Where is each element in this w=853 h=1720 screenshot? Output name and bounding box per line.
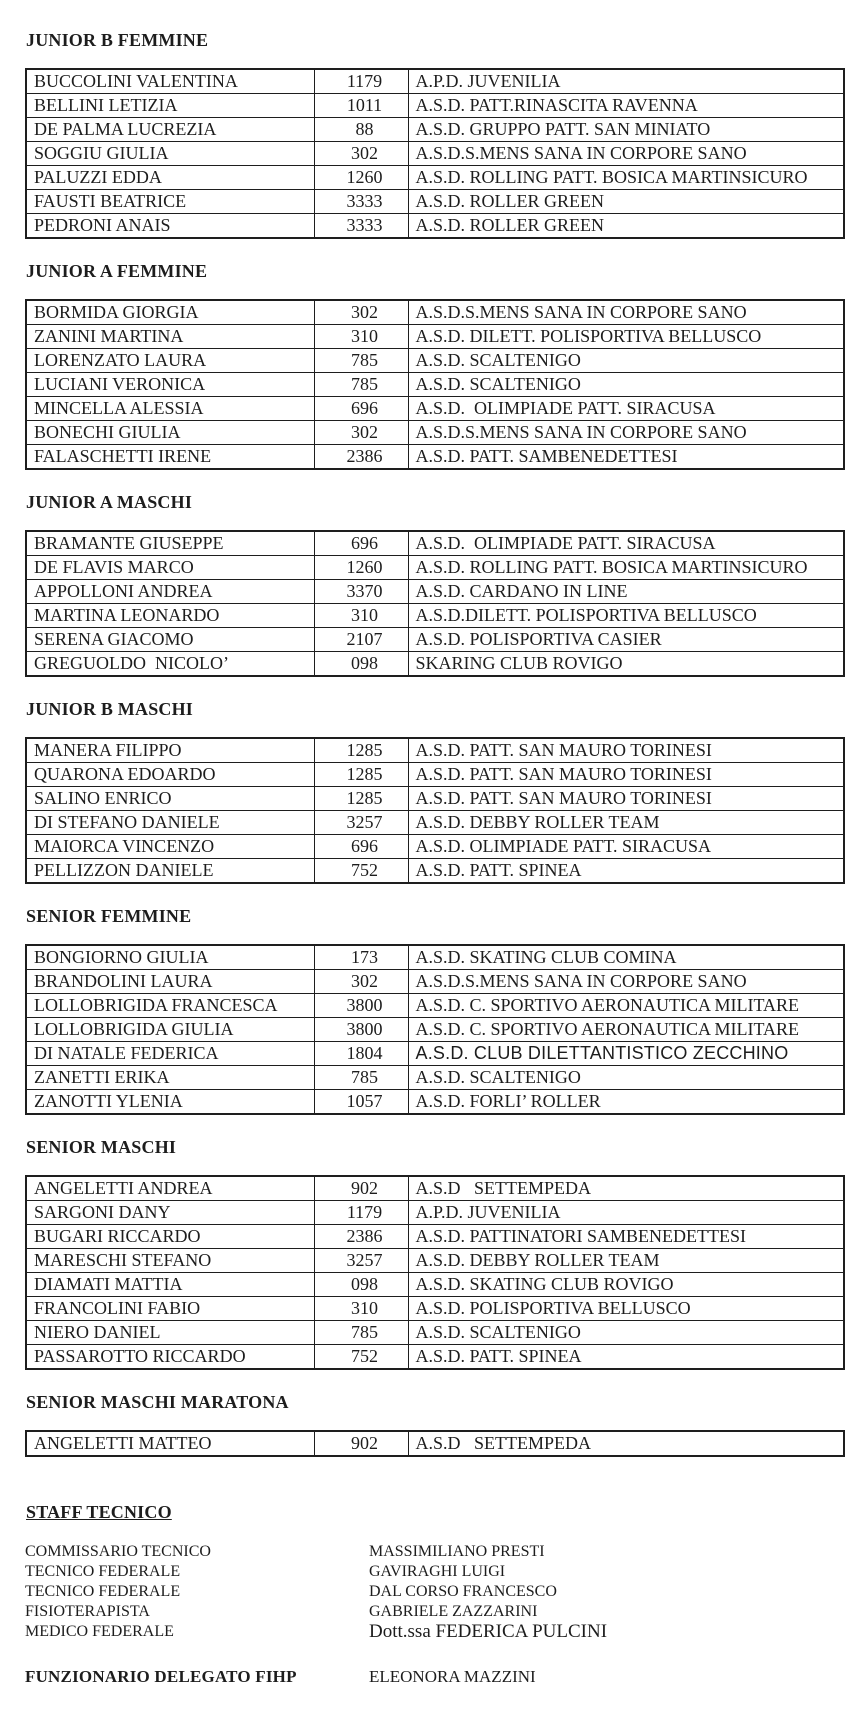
table-row xyxy=(26,214,844,239)
table-row xyxy=(26,118,844,142)
club-code-cell: 696 xyxy=(314,835,408,859)
athlete-name-cell: BORMIDA GIORGIA xyxy=(26,300,314,325)
athlete-name-cell: GREGUOLDO NICOLO’ xyxy=(26,652,314,677)
staff-role: FISIOTERAPISTA xyxy=(25,1603,150,1620)
category-section xyxy=(25,30,843,239)
roster-table xyxy=(25,1175,845,1370)
table-row xyxy=(26,1066,844,1090)
club-code-cell: 1011 xyxy=(314,94,408,118)
table-row xyxy=(26,859,844,884)
club-code-cell: 1057 xyxy=(314,1090,408,1115)
athlete-name-cell: MARESCHI STEFANO xyxy=(26,1249,314,1273)
athlete-name-cell: ANGELETTI MATTEO xyxy=(26,1431,314,1456)
table-row xyxy=(26,69,844,94)
delegate-row xyxy=(25,1667,843,1687)
athlete-name-cell: BONECHI GIULIA xyxy=(26,421,314,445)
table-row xyxy=(26,94,844,118)
club-code-cell: 310 xyxy=(314,604,408,628)
club-code-cell: 3800 xyxy=(314,1018,408,1042)
table-row xyxy=(26,1249,844,1273)
club-name-cell: A.S.D. ROLLER GREEN xyxy=(408,214,844,239)
club-name-cell: A.S.D. POLISPORTIVA CASIER xyxy=(408,628,844,652)
athlete-name-cell: FRANCOLINI FABIO xyxy=(26,1297,314,1321)
delegate-person: ELEONORA MAZZINI xyxy=(369,1667,536,1686)
club-name-cell: A.S.D.S.MENS SANA IN CORPORE SANO xyxy=(408,300,844,325)
club-code-cell: 1285 xyxy=(314,787,408,811)
table-row xyxy=(26,787,844,811)
category-section xyxy=(25,492,843,677)
club-name-cell: A.S.D. PATT. SAMBENEDETTESI xyxy=(408,445,844,470)
club-code-cell: 302 xyxy=(314,300,408,325)
table-row xyxy=(26,190,844,214)
roster-body xyxy=(26,945,844,1114)
athlete-name-cell: MAIORCA VINCENZO xyxy=(26,835,314,859)
athlete-name-cell: PASSAROTTO RICCARDO xyxy=(26,1345,314,1370)
section-title: SENIOR FEMMINE xyxy=(26,906,192,926)
athlete-name-cell: SOGGIU GIULIA xyxy=(26,142,314,166)
club-code-cell: 1179 xyxy=(314,1201,408,1225)
club-code-cell: 1285 xyxy=(314,763,408,787)
category-section xyxy=(25,1137,843,1370)
roster-body xyxy=(26,69,844,238)
club-name-cell: A.S.D.DILETT. POLISPORTIVA BELLUSCO xyxy=(408,604,844,628)
club-name-cell: A.S.D SETTEMPEDA xyxy=(408,1431,844,1456)
club-code-cell: 2386 xyxy=(314,445,408,470)
athlete-name-cell: ZANINI MARTINA xyxy=(26,325,314,349)
club-name-cell: A.S.D. OLIMPIADE PATT. SIRACUSA xyxy=(408,531,844,556)
athlete-name-cell: QUARONA EDOARDO xyxy=(26,763,314,787)
club-name-cell: A.S.D. ROLLING PATT. BOSICA MARTINSICURO xyxy=(408,166,844,190)
section-title: SENIOR MASCHI MARATONA xyxy=(26,1392,289,1412)
roster-body xyxy=(26,300,844,469)
table-row xyxy=(26,166,844,190)
roster-table xyxy=(25,68,845,239)
section-title: SENIOR MASCHI xyxy=(26,1137,177,1157)
club-code-cell: 173 xyxy=(314,945,408,970)
club-name-cell: A.S.D. ROLLER GREEN xyxy=(408,190,844,214)
athlete-name-cell: NIERO DANIEL xyxy=(26,1321,314,1345)
roster-body xyxy=(26,1431,844,1456)
athlete-name-cell: DI STEFANO DANIELE xyxy=(26,811,314,835)
club-name-cell: A.S.D. PATT.RINASCITA RAVENNA xyxy=(408,94,844,118)
table-row xyxy=(26,738,844,763)
staff-section xyxy=(25,1502,843,1687)
table-row xyxy=(26,1042,844,1066)
section-title: JUNIOR B MASCHI xyxy=(26,699,194,719)
table-row xyxy=(26,580,844,604)
table-row xyxy=(26,628,844,652)
athlete-name-cell: PALUZZI EDDA xyxy=(26,166,314,190)
athlete-name-cell: PEDRONI ANAIS xyxy=(26,214,314,239)
staff-role: TECNICO FEDERALE xyxy=(25,1563,181,1580)
athlete-name-cell: PELLIZZON DANIELE xyxy=(26,859,314,884)
table-row xyxy=(26,142,844,166)
category-sections xyxy=(25,30,843,1457)
athlete-name-cell: LORENZATO LAURA xyxy=(26,349,314,373)
table-row xyxy=(26,1176,844,1201)
athlete-name-cell: BELLINI LETIZIA xyxy=(26,94,314,118)
club-name-cell: A.S.D SETTEMPEDA xyxy=(408,1176,844,1201)
roster-body xyxy=(26,531,844,676)
category-section xyxy=(25,1392,843,1457)
club-code-cell: 1804 xyxy=(314,1042,408,1066)
athlete-name-cell: BUCCOLINI VALENTINA xyxy=(26,69,314,94)
category-section xyxy=(25,699,843,884)
athlete-name-cell: DE PALMA LUCREZIA xyxy=(26,118,314,142)
club-code-cell: 1179 xyxy=(314,69,408,94)
table-row xyxy=(26,604,844,628)
table-row xyxy=(26,556,844,580)
club-name-cell: A.S.D. CLUB DILETTANTISTICO ZECCHINO xyxy=(408,1042,844,1066)
club-code-cell: 3333 xyxy=(314,214,408,239)
table-row xyxy=(26,349,844,373)
club-code-cell: 302 xyxy=(314,142,408,166)
club-code-cell: 696 xyxy=(314,531,408,556)
club-code-cell: 902 xyxy=(314,1431,408,1456)
staff-row xyxy=(25,1602,843,1622)
club-name-cell: A.S.D. OLIMPIADE PATT. SIRACUSA xyxy=(408,397,844,421)
athlete-name-cell: ZANOTTI YLENIA xyxy=(26,1090,314,1115)
table-row xyxy=(26,1090,844,1115)
roster-table xyxy=(25,1430,845,1457)
table-row xyxy=(26,1018,844,1042)
athlete-name-cell: MANERA FILIPPO xyxy=(26,738,314,763)
staff-role: TECNICO FEDERALE xyxy=(25,1583,181,1600)
club-code-cell: 752 xyxy=(314,1345,408,1370)
club-code-cell: 752 xyxy=(314,859,408,884)
club-name-cell: A.S.D.S.MENS SANA IN CORPORE SANO xyxy=(408,421,844,445)
table-row xyxy=(26,1225,844,1249)
staff-role: MEDICO FEDERALE xyxy=(25,1623,174,1640)
staff-role: COMMISSARIO TECNICO xyxy=(25,1543,211,1560)
table-row xyxy=(26,1201,844,1225)
club-code-cell: 1260 xyxy=(314,166,408,190)
section-title: JUNIOR B FEMMINE xyxy=(26,30,209,50)
club-code-cell: 302 xyxy=(314,421,408,445)
athlete-name-cell: LUCIANI VERONICA xyxy=(26,373,314,397)
club-name-cell: A.S.D. SCALTENIGO xyxy=(408,349,844,373)
athlete-name-cell: BUGARI RICCARDO xyxy=(26,1225,314,1249)
club-name-cell: A.S.D. PATT. SAN MAURO TORINESI xyxy=(408,738,844,763)
club-name-cell: A.S.D. SCALTENIGO xyxy=(408,1321,844,1345)
club-code-cell: 302 xyxy=(314,970,408,994)
table-row xyxy=(26,373,844,397)
roster-table xyxy=(25,299,845,470)
athlete-name-cell: FAUSTI BEATRICE xyxy=(26,190,314,214)
club-name-cell: A.S.D. PATT. SPINEA xyxy=(408,1345,844,1370)
athlete-name-cell: LOLLOBRIGIDA GIULIA xyxy=(26,1018,314,1042)
category-section xyxy=(25,261,843,470)
club-name-cell: A.S.D. C. SPORTIVO AERONAUTICA MILITARE xyxy=(408,994,844,1018)
staff-person: Dott.ssa FEDERICA PULCINI xyxy=(369,1621,608,1642)
club-code-cell: 3800 xyxy=(314,994,408,1018)
club-code-cell: 902 xyxy=(314,1176,408,1201)
club-name-cell: A.S.D. SKATING CLUB ROVIGO xyxy=(408,1273,844,1297)
athlete-name-cell: ANGELETTI ANDREA xyxy=(26,1176,314,1201)
club-code-cell: 3257 xyxy=(314,1249,408,1273)
club-name-cell: A.S.D. DEBBY ROLLER TEAM xyxy=(408,1249,844,1273)
athlete-name-cell: LOLLOBRIGIDA FRANCESCA xyxy=(26,994,314,1018)
staff-person: MASSIMILIANO PRESTI xyxy=(369,1543,545,1560)
roster-table xyxy=(25,530,845,677)
athlete-name-cell: ZANETTI ERIKA xyxy=(26,1066,314,1090)
table-row xyxy=(26,970,844,994)
athlete-name-cell: DIAMATI MATTIA xyxy=(26,1273,314,1297)
table-row xyxy=(26,1297,844,1321)
delegate-role: FUNZIONARIO DELEGATO FIHP xyxy=(25,1667,297,1686)
club-name-cell: A.S.D. PATT. SAN MAURO TORINESI xyxy=(408,763,844,787)
section-title: JUNIOR A MASCHI xyxy=(26,492,193,512)
staff-row xyxy=(25,1622,843,1642)
club-code-cell: 098 xyxy=(314,1273,408,1297)
table-row xyxy=(26,1431,844,1456)
club-name-cell: A.P.D. JUVENILIA xyxy=(408,69,844,94)
table-row xyxy=(26,652,844,677)
section-title: JUNIOR A FEMMINE xyxy=(26,261,208,281)
table-row xyxy=(26,397,844,421)
athlete-name-cell: MARTINA LEONARDO xyxy=(26,604,314,628)
club-name-cell: A.S.D. C. SPORTIVO AERONAUTICA MILITARE xyxy=(408,1018,844,1042)
club-code-cell: 310 xyxy=(314,1297,408,1321)
athlete-name-cell: DI NATALE FEDERICA xyxy=(26,1042,314,1066)
club-name-cell: A.S.D. PATT. SPINEA xyxy=(408,859,844,884)
athlete-name-cell: BRAMANTE GIUSEPPE xyxy=(26,531,314,556)
staff-row xyxy=(25,1562,843,1582)
club-name-cell: A.S.D. SKATING CLUB COMINA xyxy=(408,945,844,970)
athlete-name-cell: BONGIORNO GIULIA xyxy=(26,945,314,970)
club-code-cell: 1260 xyxy=(314,556,408,580)
club-code-cell: 696 xyxy=(314,397,408,421)
club-name-cell: A.S.D. DILETT. POLISPORTIVA BELLUSCO xyxy=(408,325,844,349)
club-name-cell: A.S.D.S.MENS SANA IN CORPORE SANO xyxy=(408,142,844,166)
club-code-cell: 310 xyxy=(314,325,408,349)
table-row xyxy=(26,1273,844,1297)
club-code-cell: 3333 xyxy=(314,190,408,214)
club-name-cell: A.P.D. JUVENILIA xyxy=(408,1201,844,1225)
table-row xyxy=(26,994,844,1018)
club-code-cell: 785 xyxy=(314,349,408,373)
athlete-name-cell: BRANDOLINI LAURA xyxy=(26,970,314,994)
club-name-cell: A.S.D. PATTINATORI SAMBENEDETTESI xyxy=(408,1225,844,1249)
club-code-cell: 785 xyxy=(314,373,408,397)
athlete-name-cell: FALASCHETTI IRENE xyxy=(26,445,314,470)
athlete-name-cell: SERENA GIACOMO xyxy=(26,628,314,652)
staff-row xyxy=(25,1542,843,1562)
club-code-cell: 2107 xyxy=(314,628,408,652)
staff-person: GABRIELE ZAZZARINI xyxy=(369,1603,538,1620)
staff-list xyxy=(25,1542,843,1642)
table-row xyxy=(26,763,844,787)
athlete-name-cell: SALINO ENRICO xyxy=(26,787,314,811)
club-code-cell: 1285 xyxy=(314,738,408,763)
category-section xyxy=(25,906,843,1115)
club-name-cell: A.S.D. CARDANO IN LINE xyxy=(408,580,844,604)
roster-body xyxy=(26,1176,844,1369)
club-name-cell: A.S.D. SCALTENIGO xyxy=(408,1066,844,1090)
club-code-cell: 3370 xyxy=(314,580,408,604)
athlete-name-cell: SARGONI DANY xyxy=(26,1201,314,1225)
table-row xyxy=(26,945,844,970)
table-row xyxy=(26,531,844,556)
staff-title: STAFF TECNICO xyxy=(26,1502,172,1522)
club-code-cell: 88 xyxy=(314,118,408,142)
athlete-name-cell: DE FLAVIS MARCO xyxy=(26,556,314,580)
club-name-cell: A.S.D. PATT. SAN MAURO TORINESI xyxy=(408,787,844,811)
table-row xyxy=(26,811,844,835)
staff-row xyxy=(25,1582,843,1602)
athlete-name-cell: MINCELLA ALESSIA xyxy=(26,397,314,421)
club-code-cell: 785 xyxy=(314,1321,408,1345)
roster-table xyxy=(25,737,845,884)
table-row xyxy=(26,1321,844,1345)
club-name-cell: A.S.D. GRUPPO PATT. SAN MINIATO xyxy=(408,118,844,142)
staff-person: GAVIRAGHI LUIGI xyxy=(369,1563,506,1580)
club-code-cell: 2386 xyxy=(314,1225,408,1249)
club-name-cell: A.S.D. ROLLING PATT. BOSICA MARTINSICURO xyxy=(408,556,844,580)
roster-body xyxy=(26,738,844,883)
club-name-cell: A.S.D.S.MENS SANA IN CORPORE SANO xyxy=(408,970,844,994)
club-name-cell: A.S.D. SCALTENIGO xyxy=(408,373,844,397)
table-row xyxy=(26,445,844,470)
club-code-cell: 098 xyxy=(314,652,408,677)
club-name-cell: A.S.D. FORLI’ ROLLER xyxy=(408,1090,844,1115)
roster-table xyxy=(25,944,845,1115)
table-row xyxy=(26,300,844,325)
club-name-cell: A.S.D. DEBBY ROLLER TEAM xyxy=(408,811,844,835)
table-row xyxy=(26,325,844,349)
club-code-cell: 3257 xyxy=(314,811,408,835)
staff-person: DAL CORSO FRANCESCO xyxy=(369,1583,557,1600)
table-row xyxy=(26,1345,844,1370)
table-row xyxy=(26,421,844,445)
athlete-name-cell: APPOLLONI ANDREA xyxy=(26,580,314,604)
club-name-cell: A.S.D. POLISPORTIVA BELLUSCO xyxy=(408,1297,844,1321)
table-row xyxy=(26,835,844,859)
club-name-cell: SKARING CLUB ROVIGO xyxy=(408,652,844,677)
club-code-cell: 785 xyxy=(314,1066,408,1090)
club-name-cell: A.S.D. OLIMPIADE PATT. SIRACUSA xyxy=(408,835,844,859)
